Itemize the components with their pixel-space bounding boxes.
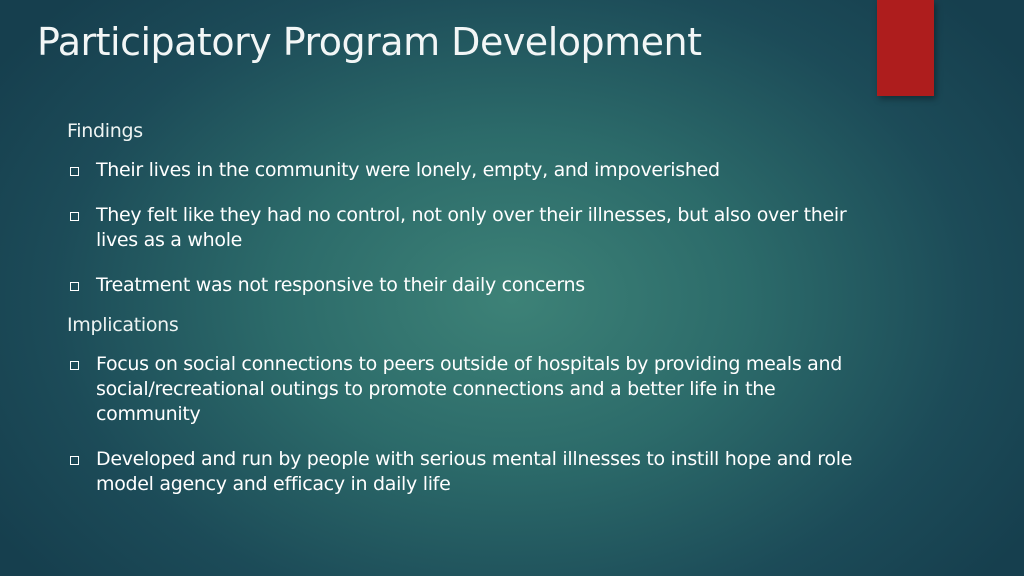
findings-list (67, 158, 867, 298)
slide-body (67, 118, 867, 517)
list-item (67, 352, 867, 427)
list-item-text: Treatment was not responsive to their daily concerns (96, 274, 585, 296)
list-item-text: Focus on social connections to peers outside of hospitals by providing meals and social/recreational outings to promote connections and a better life in the community (96, 353, 843, 425)
list-item (67, 273, 867, 298)
slide-title: Participatory Program Development (37, 20, 702, 64)
section-heading-implications: Implications (67, 314, 179, 336)
section-heading-findings: Findings (67, 120, 143, 142)
hollow-square-bullet-icon (70, 282, 79, 291)
implications-list (67, 352, 867, 497)
list-item-text: They felt like they had no control, not only over their illnesses, but also over their lives as a whole (96, 204, 847, 251)
list-item (67, 203, 867, 253)
hollow-square-bullet-icon (70, 456, 79, 465)
list-item (67, 158, 867, 183)
list-item-text: Their lives in the community were lonely, empty, and impoverished (96, 159, 720, 181)
list-item (67, 447, 867, 497)
red-accent-bar (877, 0, 934, 96)
hollow-square-bullet-icon (70, 361, 79, 370)
hollow-square-bullet-icon (70, 167, 79, 176)
hollow-square-bullet-icon (70, 212, 79, 221)
list-item-text: Developed and run by people with serious mental illnesses to instill hope and role model agency and efficacy in daily life (96, 448, 853, 495)
